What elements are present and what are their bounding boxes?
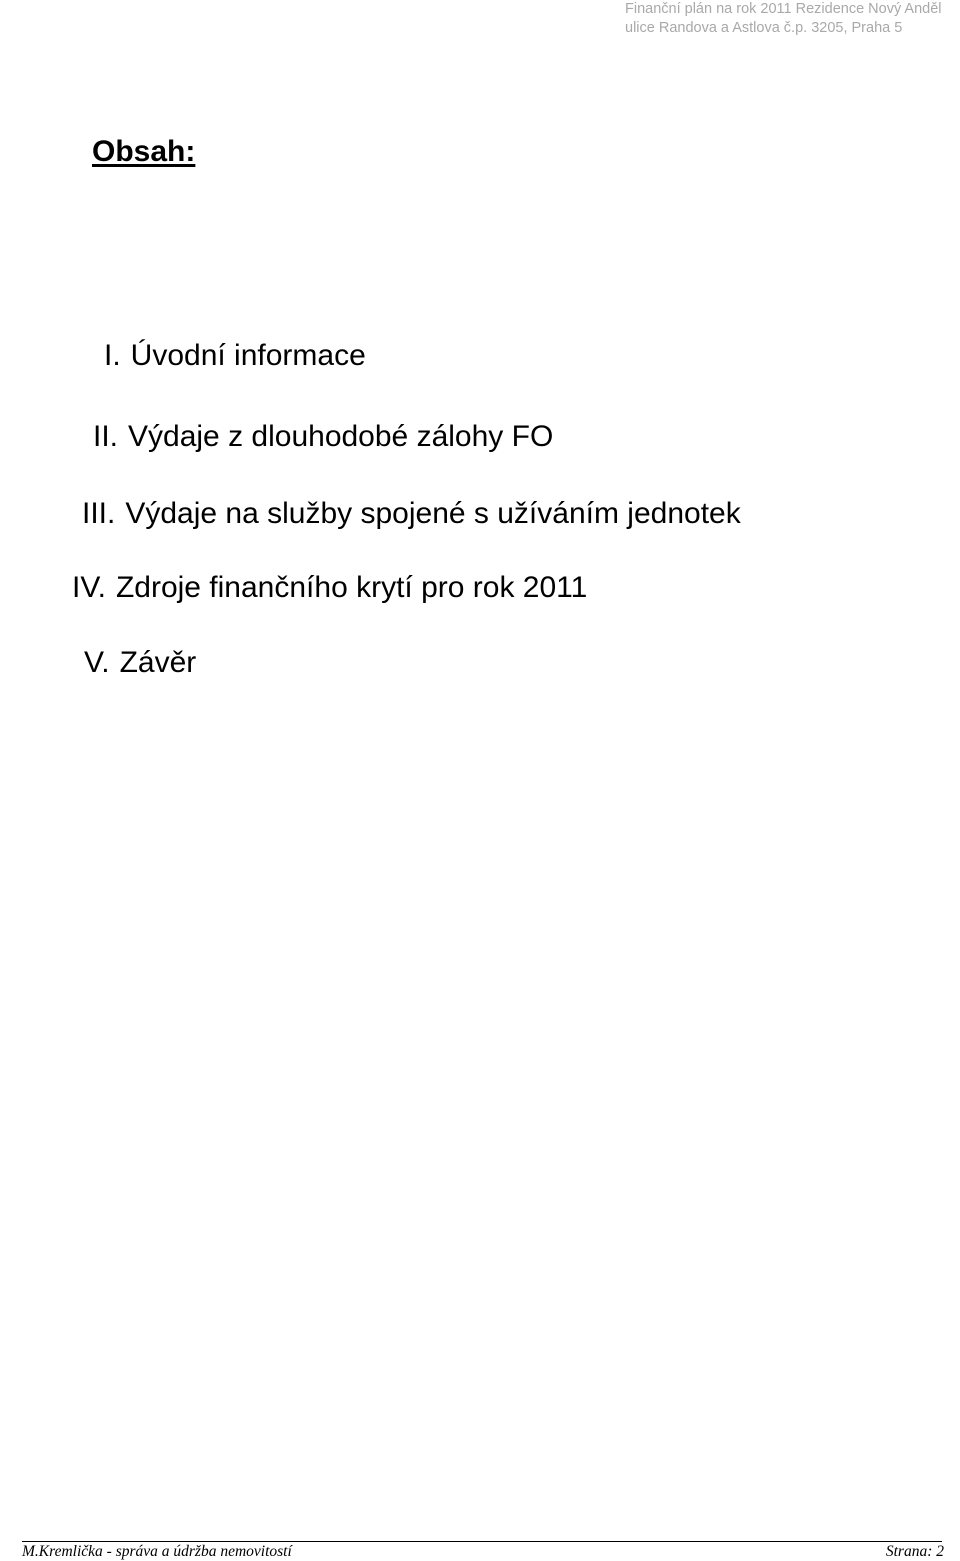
toc-item-number: III.	[82, 497, 116, 530]
toc-item-label: Výdaje z dlouhodobé zálohy FO	[128, 420, 554, 453]
footer-author: M.Kremlička - správa a údržba nemovitostí	[22, 1543, 292, 1560]
toc-item-label: Závěr	[119, 646, 197, 679]
contents-title: Obsah:	[92, 135, 196, 168]
toc-item-number: I.	[104, 339, 121, 372]
footer-divider	[22, 1541, 942, 1542]
header-line-title: Finanční plán na rok 2011 Rezidence Nový Anděl	[625, 1, 942, 17]
toc-item-label: Zdroje finančního krytí pro rok 2011	[115, 571, 588, 604]
toc-item-long-term-deposit	[93, 419, 553, 455]
toc-item-services	[82, 496, 741, 532]
page-header	[625, 0, 955, 38]
toc-item-label: Výdaje na služby spojené s užíváním jednotek	[125, 497, 741, 530]
toc-item-number: IV.	[72, 571, 106, 604]
toc-item-conclusion	[84, 645, 196, 681]
toc-item-label: Úvodní informace	[130, 339, 366, 372]
toc-item-number: II.	[93, 420, 119, 453]
toc-item-funding-sources	[72, 570, 587, 606]
toc-item-introduction	[104, 338, 366, 374]
footer-page-number: Strana: 2	[885, 1543, 944, 1560]
header-line-address: ulice Randova a Astlova č.p. 3205, Praha 5	[625, 20, 903, 36]
toc-item-number: V.	[84, 646, 110, 679]
